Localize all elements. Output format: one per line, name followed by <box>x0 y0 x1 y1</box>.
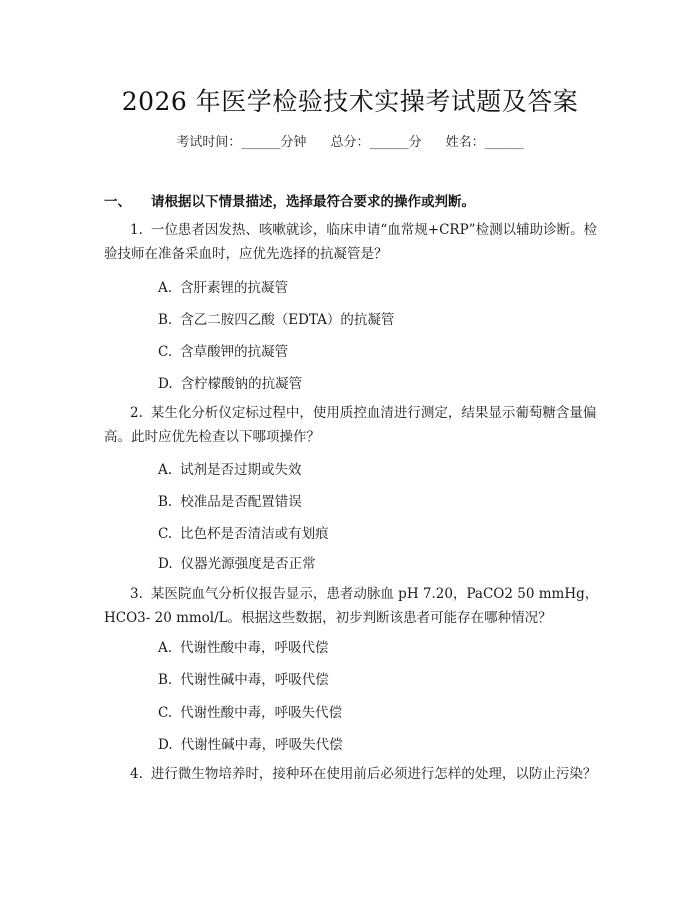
question-1-option-c <box>158 340 288 360</box>
question-number: 4. <box>130 766 143 782</box>
question-3 <box>104 582 604 630</box>
option-letter: A. <box>158 640 173 656</box>
question-1 <box>104 218 604 266</box>
question-text: 某生化分析仪定标过程中，使用质控血清进行测定，结果显示葡萄糖含量偏高。此时应优先检查以下哪项操作？ <box>104 405 597 445</box>
question-3-option-a <box>158 636 329 656</box>
question-2-option-a <box>158 458 302 478</box>
question-text: 进行微生物培养时，接种环在使用前后必须进行怎样的处理，以防止污染？ <box>150 766 597 782</box>
question-1-option-d <box>158 372 302 392</box>
question-2-option-c <box>158 522 329 542</box>
option-text: 代谢性酸中毒，呼吸代偿 <box>180 640 329 656</box>
option-text: 含柠檬酸钠的抗凝管 <box>180 376 303 392</box>
option-letter: B. <box>158 672 173 688</box>
question-3-option-c <box>158 701 342 721</box>
option-letter: D. <box>158 737 173 753</box>
question-number: 1. <box>130 222 143 238</box>
question-1-option-b <box>158 308 394 328</box>
question-4 <box>104 762 604 786</box>
option-letter: C. <box>158 705 173 721</box>
question-2 <box>104 401 604 449</box>
exam-time: 考试时间：______分钟 <box>176 135 307 150</box>
page-title: 2026 年医学检验技术实操考试题及答案 <box>121 87 579 116</box>
option-letter: D. <box>158 376 173 392</box>
option-text: 代谢性碱中毒，呼吸代偿 <box>180 672 329 688</box>
section-instruction: 请根据以下情景描述，选择最符合要求的操作或判断。 <box>151 194 475 210</box>
option-letter: C. <box>158 344 173 360</box>
option-text: 含肝素锂的抗凝管 <box>180 280 289 296</box>
question-2-option-d <box>158 552 316 572</box>
option-letter: C. <box>158 526 173 542</box>
section-number: 一、 <box>104 194 131 210</box>
option-text: 比色杯是否清洁或有划痕 <box>180 526 329 542</box>
option-letter: B. <box>158 494 173 510</box>
option-text: 校准品是否配置错误 <box>180 494 302 510</box>
question-text: 某医院血气分析仪报告显示，患者动脉血 pH 7.20，PaCO2 50 mmHg，HCO3- 20 mmol/L。根据这些数据，初步判断该患者可能存在哪种情况？ <box>104 586 599 626</box>
option-text: 试剂是否过期或失效 <box>180 462 302 478</box>
student-name: 姓名：______ <box>445 135 524 150</box>
question-text: 一位患者因发热、咳嗽就诊，临床申请“血常规+CRP”检测以辅助诊断。检验技师在准备采血时，应优先选择的抗凝管是？ <box>104 222 598 262</box>
option-text: 仪器光源强度是否正常 <box>180 556 316 572</box>
option-letter: A. <box>158 280 173 296</box>
section-heading <box>104 190 475 210</box>
question-number: 3. <box>130 586 143 602</box>
option-text: 代谢性碱中毒，呼吸失代偿 <box>180 737 343 753</box>
exam-total-score: 总分：______分 <box>330 135 422 150</box>
question-3-option-b <box>158 668 329 688</box>
option-letter: D. <box>158 556 173 572</box>
option-letter: B. <box>158 312 173 328</box>
option-text: 含草酸钾的抗凝管 <box>180 344 289 360</box>
question-number: 2. <box>130 405 143 421</box>
option-text: 含乙二胺四乙酸（EDTA）的抗凝管 <box>180 312 395 328</box>
question-2-option-b <box>158 490 302 510</box>
question-1-option-a <box>158 276 288 296</box>
option-text: 代谢性酸中毒，呼吸失代偿 <box>180 705 343 721</box>
question-3-option-d <box>158 733 343 753</box>
option-letter: A. <box>158 462 173 478</box>
exam-meta <box>0 131 700 150</box>
